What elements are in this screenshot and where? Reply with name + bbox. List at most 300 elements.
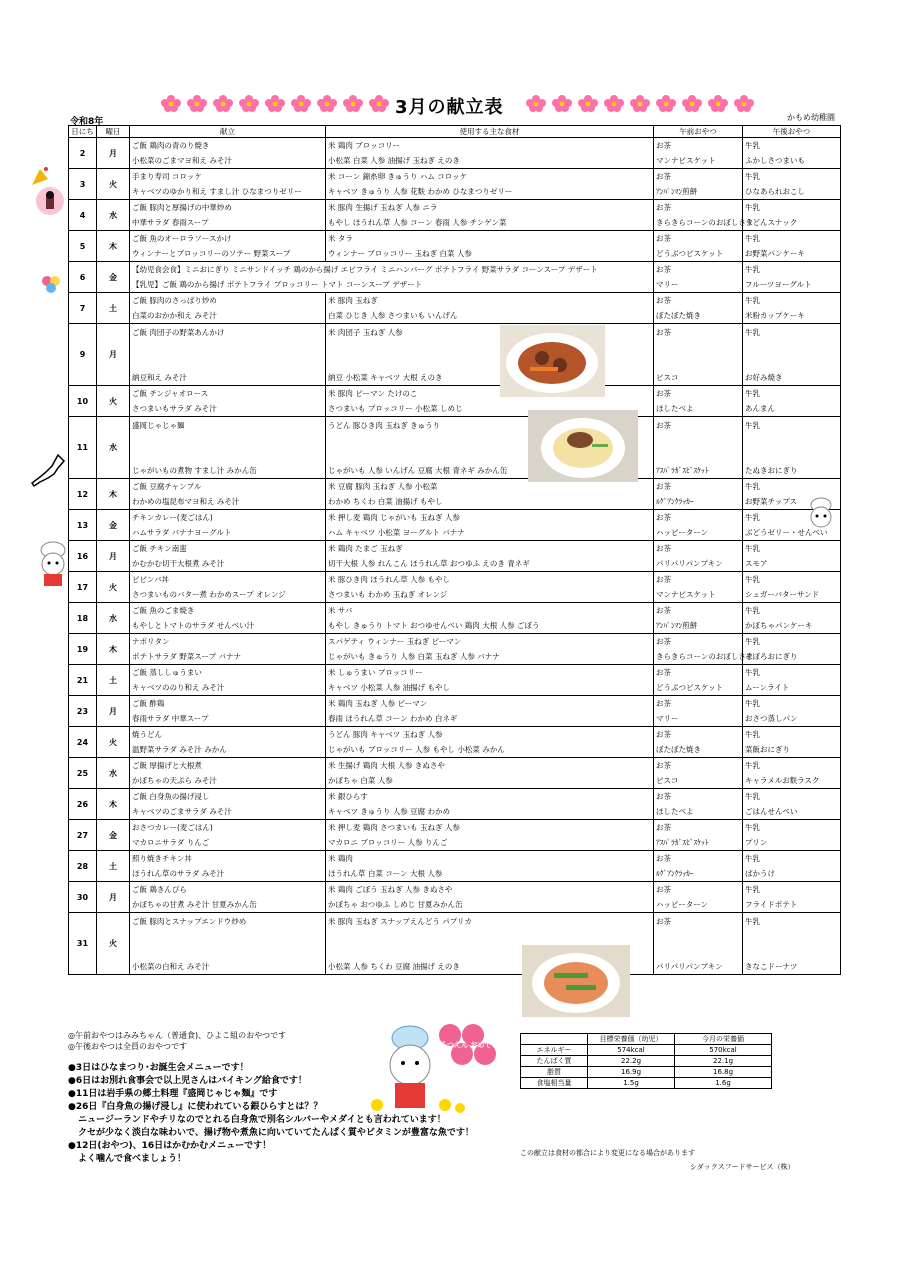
ingredients-cell — [326, 820, 654, 851]
pm-snack-cell-line: お野菜パンケーキ — [745, 249, 805, 258]
am-snack-cell — [654, 262, 743, 293]
pm-snack-cell — [743, 758, 841, 789]
ingredients-cell-line: 米 鶏肉 ブロッコリー — [328, 141, 401, 150]
menu-cell-line: ご飯 蒸ししゅうまい — [132, 668, 202, 677]
pm-snack-cell — [743, 200, 841, 231]
ingredients-cell-line: かぼちゃ おつゆふ しめじ 甘夏みかん缶 — [328, 900, 463, 909]
am-snack-cell-line: パリパリパンプキン — [656, 961, 723, 971]
date-cell: 11 — [69, 417, 97, 479]
ingredients-cell-line: もやし ほうれん草 人参 コーン 春雨 人参 チンゲン菜 — [328, 218, 507, 227]
menu-row — [69, 913, 841, 975]
nutrition-cell: 16.8g — [675, 1067, 772, 1078]
nutrition-cell: 16.9g — [588, 1067, 675, 1078]
am-snack-cell-line: お茶 — [656, 296, 671, 305]
date-cell: 5 — [69, 231, 97, 262]
ingredients-cell-line: 米 タラ — [328, 234, 353, 243]
menu-cell-line: わかめの塩昆布マヨ和え みそ汁 — [132, 497, 240, 506]
am-snack-cell-line: ぼたぼた焼き — [656, 311, 701, 320]
menu-cell-line: キャベツのごまサラダ みそ汁 — [132, 807, 232, 816]
am-snack-cell — [654, 851, 743, 882]
pm-snack-cell — [743, 324, 841, 386]
ingredients-cell-line: ハム キャベツ 小松菜 ヨーグルト バナナ — [328, 528, 465, 537]
am-snack-cell-line: ハッピーターン — [656, 528, 709, 537]
am-snack-cell-line: ｱｽﾊﾟﾗｶﾞｽﾋﾞｽｹｯﾄ — [656, 465, 709, 475]
pm-snack-cell-line: あんまん — [745, 404, 775, 413]
am-snack-cell-line: お茶 — [656, 389, 671, 398]
date-cell: 21 — [69, 665, 97, 696]
note-bullet-5: ニュージーランドやチリなのでとれる白身魚で別名シルバーやメダイとも言われています！ — [78, 1115, 446, 1125]
dow-cell: 木 — [97, 479, 130, 510]
menu-cell-line: 【幼児食会食】ミニおにぎり ミニサンドイッチ 鶏のから揚げ エビフライ ミニハンバーグ ポテトフライ 野菜サラダ コーンスープ デザート — [132, 265, 598, 274]
am-snack-cell — [654, 603, 743, 634]
ingredients-cell-line: さつまいも わかめ 玉ねぎ オレンジ — [328, 590, 448, 599]
menu-cell — [130, 231, 326, 262]
ingredients-cell-line: じゃがいも きゅうり 人参 白菜 玉ねぎ 人参 バナナ — [328, 652, 500, 661]
note-bullet-7: ●12日(おやつ)、16日はかむかむメニューです！ — [68, 1141, 272, 1151]
menu-row — [69, 851, 841, 882]
flower-icon — [603, 95, 625, 111]
menu-cell-line: 手まり寿司 コロッケ — [132, 172, 202, 181]
menu-cell-line: ご飯 白身魚の揚げ浸し — [132, 792, 210, 801]
menu-row — [69, 324, 841, 386]
am-snack-cell-line: お茶 — [656, 420, 671, 430]
pm-snack-cell-line: お野菜チップス — [745, 497, 797, 506]
date-cell: 27 — [69, 820, 97, 851]
am-snack-cell — [654, 510, 743, 541]
date-cell: 17 — [69, 572, 97, 603]
dow-cell: 火 — [97, 727, 130, 758]
menu-cell-line: 盛岡じゃじゃ麺 — [132, 420, 185, 430]
menu-row — [69, 696, 841, 727]
menu-row — [69, 510, 841, 541]
menu-cell-line: かぼちゃの天ぷら みそ汁 — [132, 776, 217, 785]
dow-cell: 土 — [97, 665, 130, 696]
pm-snack-cell-line: 牛乳 — [745, 668, 760, 677]
menu-cell-line: ご飯 魚のごま焼き — [132, 606, 195, 615]
menu-row — [69, 603, 841, 634]
note-bullet-4: ●26日『白身魚の揚げ浸し』に使われている銀ひらすとは？？ — [68, 1102, 323, 1112]
am-snack-cell-line: ぼたぼた焼き — [656, 745, 701, 754]
date-cell: 4 — [69, 200, 97, 231]
mascot-caption: そつえん おめでとう — [440, 1041, 506, 1049]
date-cell: 19 — [69, 634, 97, 665]
dow-cell: 土 — [97, 851, 130, 882]
pm-snack-cell-line: 牛乳 — [745, 172, 760, 181]
am-snack-cell — [654, 882, 743, 913]
date-cell: 12 — [69, 479, 97, 510]
menu-row — [69, 882, 841, 913]
menu-cell — [130, 758, 326, 789]
pm-snack-cell-line: 牛乳 — [745, 265, 760, 274]
ingredients-cell-line: 小松菜 白菜 人参 油揚げ 玉ねぎ えのき — [328, 156, 460, 165]
ingredients-cell-line: 春雨 ほうれん草 コーン わかめ 白ネギ — [328, 714, 458, 723]
pm-snack-cell — [743, 417, 841, 479]
menu-cell-line: ご飯 豚肉と厚揚げの中華炒め — [132, 203, 232, 212]
am-snack-cell-line: ｱﾝﾊﾟﾝﾏﾝ煎餅 — [656, 621, 698, 630]
dow-cell: 水 — [97, 417, 130, 479]
header-am-snack: 午前おやつ — [654, 126, 743, 138]
pm-snack-cell-line: 牛乳 — [745, 544, 760, 553]
ingredients-cell-line: 切干大根 人参 れんこん ほうれん草 おつゆふ えのき 青ネギ — [328, 559, 530, 568]
menu-row — [69, 789, 841, 820]
flower-icon — [264, 95, 286, 111]
note-am-snack: ◎午前おやつはみみちゃん（普通食)、ひよこ組のおやつです — [68, 1031, 287, 1040]
nutrition-cell: 22.2g — [588, 1056, 675, 1067]
menu-cell-line: ご飯 鶏きんぴら — [132, 885, 187, 894]
ingredients-cell-line: 米 豚肉 ピーマン たけのこ — [328, 389, 418, 398]
menu-cell-line: ご飯 豚肉のさっぱり炒め — [132, 296, 217, 305]
pm-snack-cell-line: 牛乳 — [745, 141, 760, 150]
menu-cell — [130, 541, 326, 572]
am-snack-cell-line: マンナビスケット — [656, 156, 716, 165]
am-snack-cell-line: お茶 — [656, 575, 671, 584]
am-snack-cell — [654, 758, 743, 789]
flower-icon — [707, 95, 729, 111]
menu-cell-line: ご飯 厚揚げと大根煮 — [132, 761, 202, 770]
ingredients-cell-line: じゃがいも ブロッコリー 人参 もやし 小松菜 みかん — [328, 745, 505, 754]
menu-cell-line: 中華サラダ 春雨スープ — [132, 218, 209, 227]
am-snack-cell-line: マリー — [656, 714, 679, 723]
ingredients-cell-line: さつまいも ブロッコリー 小松菜 しめじ — [328, 404, 463, 413]
menu-cell — [130, 820, 326, 851]
dow-cell: 水 — [97, 603, 130, 634]
pm-snack-cell-line: おさつ蒸しパン — [745, 714, 798, 723]
ingredients-cell-line: うどん 豚肉 キャベツ 玉ねぎ 人参 — [328, 730, 443, 739]
date-cell: 24 — [69, 727, 97, 758]
ingredients-cell — [326, 169, 654, 200]
ingredients-cell-line: 米 鶏肉 — [328, 854, 353, 863]
ingredients-cell — [326, 510, 654, 541]
ingredients-cell-line: 米 サバ — [328, 606, 353, 615]
am-snack-cell — [654, 169, 743, 200]
nutrition-header-row — [521, 1034, 772, 1045]
date-cell: 26 — [69, 789, 97, 820]
pm-snack-cell-line: キャラメルお麩ラスク — [745, 776, 820, 785]
am-snack-cell — [654, 541, 743, 572]
pm-snack-cell-line: きなこドーナツ — [745, 961, 798, 971]
pm-snack-cell-line: ごはんせんべい — [745, 807, 798, 816]
ingredients-cell-line: 米 鶏肉 たまご 玉ねぎ — [328, 544, 403, 553]
menu-cell-line: かむかむ切干大根煮 みそ汁 — [132, 559, 225, 568]
am-snack-cell — [654, 696, 743, 727]
header-pm-snack: 午後おやつ — [743, 126, 841, 138]
pm-snack-cell-line: 牛乳 — [745, 637, 760, 646]
menu-cell-line: キャベツのゆかり和え すまし汁 ひなまつりゼリー — [132, 187, 302, 196]
menu-cell — [130, 603, 326, 634]
chef-mascot-icon-right — [805, 497, 837, 533]
am-snack-cell — [654, 789, 743, 820]
flower-bouquet-icon — [40, 273, 62, 295]
menu-cell — [130, 169, 326, 200]
menu-cell-line: ご飯 チキン南蛮 — [132, 544, 187, 553]
menu-row — [69, 665, 841, 696]
ingredients-cell — [326, 696, 654, 727]
header-date: 日にち — [69, 126, 97, 138]
pm-snack-cell-line: たぬきおにぎり — [745, 465, 798, 475]
flower-icon — [212, 95, 234, 111]
graduation-mascot-icon — [365, 1020, 515, 1120]
note-bullet-2: ●6日はお別れ食事会で以上児さんはバイキング給食です！ — [68, 1076, 307, 1086]
pm-snack-cell — [743, 231, 841, 262]
am-snack-cell-line: お茶 — [656, 327, 671, 337]
ingredients-cell-line: 米 豚肉 玉ねぎ — [328, 296, 378, 305]
ingredients-cell-line: もやし きゅうり トマト おつゆせんべい 鶏肉 大根 人参 ごぼう — [328, 621, 540, 630]
pm-snack-cell-line: 米粉カップケーキ — [745, 311, 805, 320]
nutrition-table — [520, 1033, 772, 1089]
ingredients-cell — [326, 882, 654, 913]
am-snack-cell — [654, 231, 743, 262]
date-cell: 28 — [69, 851, 97, 882]
ingredients-cell-line: 米 コーン 錦糸卵 きゅうり ハム コロッケ — [328, 172, 468, 181]
nutrition-row — [521, 1078, 772, 1089]
pm-snack-cell — [743, 293, 841, 324]
ingredients-cell-line: うどん 豚ひき肉 玉ねぎ きゅうり — [328, 420, 441, 430]
menu-cell-line: ご飯 豆腐チャンプル — [132, 482, 202, 491]
dow-cell: 月 — [97, 324, 130, 386]
date-cell: 23 — [69, 696, 97, 727]
flower-icon — [551, 95, 573, 111]
ingredients-cell-line: マカロニ ブロッコリー 人参 りんご — [328, 838, 448, 847]
nutrition-cell: 570kcal — [675, 1045, 772, 1056]
am-snack-cell-line: お茶 — [656, 637, 671, 646]
menu-cell-line: 【乳児】ご飯 鶏のから揚げ ポテトフライ ブロッコリー トマト コーンスープ デザート — [132, 280, 423, 289]
am-snack-cell — [654, 665, 743, 696]
am-snack-cell-line: お茶 — [656, 823, 671, 832]
ingredients-cell — [326, 665, 654, 696]
am-snack-cell-line: マリー — [656, 280, 679, 289]
ingredients-cell-line: 米 押し麦 鶏肉 じゃがいも 玉ねぎ 人参 — [328, 513, 460, 522]
ingredients-cell-line: 米 豆腐 豚肉 玉ねぎ 人参 小松菜 — [328, 482, 438, 491]
ingredients-cell — [326, 138, 654, 169]
ingredients-cell-line: 納豆 小松菜 キャベツ 大根 えのき — [328, 372, 443, 382]
date-cell: 18 — [69, 603, 97, 634]
pm-snack-cell-line: フルーツヨーグルト — [745, 280, 812, 289]
am-snack-cell-line: ハッピーターン — [656, 900, 709, 909]
pm-snack-cell — [743, 727, 841, 758]
flower-row-left — [160, 95, 390, 113]
nutrition-cell: 1.6g — [675, 1078, 772, 1089]
ingredients-cell-line: キャベツ 小松菜 人参 油揚げ もやし — [328, 683, 451, 692]
pm-snack-cell — [743, 541, 841, 572]
am-snack-cell — [654, 479, 743, 510]
am-snack-cell — [654, 417, 743, 479]
pm-snack-cell-line: 牛乳 — [745, 234, 760, 243]
note-bullet-6: クセが少なく淡白な味わいで、揚げ物や煮魚に向いていてたんぱく質やビタミンが豊富な魚です！ — [78, 1128, 474, 1138]
pm-snack-cell-line: フライドポテト — [745, 900, 798, 909]
flower-icon — [629, 95, 651, 111]
menu-cell-line: 照り焼きチキン丼 — [132, 854, 192, 863]
am-snack-cell-line: お茶 — [656, 792, 671, 801]
ingredients-cell — [326, 293, 654, 324]
flower-icon — [160, 95, 182, 111]
am-snack-cell-line: ほしたべよ — [656, 807, 694, 816]
ingredients-cell — [326, 727, 654, 758]
menu-cell-line: ご飯 酢鶏 — [132, 699, 165, 708]
menu-row — [69, 138, 841, 169]
menu-row — [69, 262, 841, 293]
pm-snack-cell-line: お好み焼き — [745, 372, 783, 382]
flower-row-right — [525, 95, 755, 113]
am-snack-cell-line: お茶 — [656, 668, 671, 677]
date-cell: 2 — [69, 138, 97, 169]
pm-snack-cell-line: 牛乳 — [745, 699, 760, 708]
am-snack-cell-line: ビスコ — [656, 776, 679, 785]
menu-cell-line: ご飯 肉団子の野菜あんかけ — [132, 327, 225, 337]
am-snack-cell-line: お茶 — [656, 854, 671, 863]
chef-mascot-icon-left — [35, 540, 71, 590]
header-dow: 曜日 — [97, 126, 130, 138]
menu-cell-line: もやしとトマトのサラダ せんべい汁 — [132, 621, 255, 630]
am-snack-cell — [654, 820, 743, 851]
date-cell: 10 — [69, 386, 97, 417]
header-ingredients: 使用する主な食材 — [326, 126, 654, 138]
pm-snack-cell — [743, 913, 841, 975]
menu-row — [69, 541, 841, 572]
pm-snack-cell-line: 牛乳 — [745, 854, 760, 863]
dow-cell: 木 — [97, 789, 130, 820]
pm-snack-cell-line: ぶどうゼリー・せんべい — [745, 528, 828, 537]
am-snack-cell-line: パリパリパンプキン — [656, 559, 723, 568]
am-snack-cell-line: ビスコ — [656, 372, 679, 382]
menu-cell-line: 納豆和え みそ汁 — [132, 372, 187, 382]
pm-snack-cell-line: 菜飯おにぎり — [745, 745, 790, 754]
pm-snack-cell — [743, 603, 841, 634]
flower-icon — [733, 95, 755, 111]
pm-snack-cell-line: 牛乳 — [745, 730, 760, 739]
pm-snack-cell-line: ひなあられおこし — [745, 187, 805, 196]
flower-icon — [681, 95, 703, 111]
date-cell: 9 — [69, 324, 97, 386]
pm-snack-cell-line: 牛乳 — [745, 916, 760, 926]
pm-snack-cell-line: 牛乳 — [745, 296, 760, 305]
change-note: この献立は食材の都合により変更になる場合があります — [520, 1149, 695, 1157]
menu-cell-line: マカロニサラダ りんご — [132, 838, 210, 847]
ingredients-cell-line: 米 しゅうまい ブロッコリー — [328, 668, 423, 677]
pm-snack-cell — [743, 634, 841, 665]
menu-cell — [130, 386, 326, 417]
pm-snack-cell — [743, 386, 841, 417]
menu-cell-line: 春雨サラダ 中華スープ — [132, 714, 209, 723]
menu-cell-line: ご飯 チンジャオロース — [132, 389, 209, 398]
ingredients-cell — [326, 479, 654, 510]
ingredients-cell-line: 米 鶏肉 玉ねぎ 人参 ピーマン — [328, 699, 428, 708]
nutrition-cell: 食塩相当量 — [521, 1078, 588, 1089]
am-snack-cell-line: ﾙｸﾞｱﾝｸﾗｯｶｰ — [656, 497, 694, 506]
dow-cell: 土 — [97, 293, 130, 324]
pm-snack-cell — [743, 882, 841, 913]
note-bullet-3: ●11日は岩手県の郷土料理『盛岡じゃじゃ麺』です — [68, 1089, 278, 1099]
ingredients-cell-line: じゃがいも 人参 いんげん 豆腐 大根 青ネギ みかん缶 — [328, 465, 508, 475]
date-cell: 31 — [69, 913, 97, 975]
menu-cell-line: 白菜のおかか和え みそ汁 — [132, 311, 217, 320]
menu-table — [68, 125, 841, 975]
menu-cell — [130, 665, 326, 696]
am-snack-cell — [654, 293, 743, 324]
am-snack-cell-line: きらきらコーンのおぼしさま — [656, 218, 754, 227]
dow-cell: 火 — [97, 386, 130, 417]
menu-cell-line: キャベツののり和え みそ汁 — [132, 683, 225, 692]
date-cell: 30 — [69, 882, 97, 913]
dow-cell: 火 — [97, 169, 130, 200]
am-snack-cell-line: ﾙｸﾞｱﾝｸﾗｯｶｰ — [656, 869, 694, 878]
am-snack-cell-line: マンナビスケット — [656, 590, 716, 599]
am-snack-cell-line: お茶 — [656, 203, 671, 212]
pm-snack-cell-line: 牛乳 — [745, 513, 760, 522]
menu-row — [69, 820, 841, 851]
ingredients-cell-line: 米 生揚げ 鶏肉 大根 人参 きぬさや — [328, 761, 445, 770]
menu-cell-line: ご飯 鶏肉の青のり焼き — [132, 141, 210, 150]
menu-row — [69, 231, 841, 262]
menu-cell — [130, 479, 326, 510]
menu-cell — [130, 324, 326, 386]
am-snack-cell — [654, 386, 743, 417]
am-snack-cell — [654, 572, 743, 603]
menu-cell — [130, 572, 326, 603]
ingredients-cell-line: スパゲティ ウィンナー 玉ねぎ ピーマン — [328, 637, 462, 646]
dow-cell: 金 — [97, 510, 130, 541]
food-photo-jajamen — [528, 410, 638, 482]
menu-cell-line: じゃがいもの煮物 すまし汁 みかん缶 — [132, 465, 257, 475]
pm-snack-cell-line: かぼちゃパンケーキ — [745, 621, 813, 630]
am-snack-cell-line: お茶 — [656, 916, 671, 926]
am-snack-cell — [654, 727, 743, 758]
pm-snack-cell-line: 牛乳 — [745, 389, 760, 398]
date-cell: 25 — [69, 758, 97, 789]
menu-cell — [130, 789, 326, 820]
menu-cell — [130, 262, 654, 293]
menu-cell — [130, 727, 326, 758]
menu-row — [69, 479, 841, 510]
pm-snack-cell-line: そぼろおにぎり — [745, 652, 798, 661]
menu-cell — [130, 138, 326, 169]
pm-snack-cell — [743, 665, 841, 696]
dow-cell: 火 — [97, 572, 130, 603]
am-snack-cell-line: お茶 — [656, 885, 671, 894]
ingredients-cell — [326, 541, 654, 572]
school-name: かもめ幼稚園 — [787, 113, 835, 122]
nutrition-row — [521, 1056, 772, 1067]
pm-snack-cell — [743, 572, 841, 603]
menu-row — [69, 169, 841, 200]
menu-row — [69, 386, 841, 417]
nutrition-header — [521, 1034, 588, 1045]
am-snack-cell-line: お茶 — [656, 482, 671, 491]
menu-row — [69, 758, 841, 789]
ingredients-cell — [326, 603, 654, 634]
ingredients-cell — [326, 231, 654, 262]
pm-snack-cell-line: 牛乳 — [745, 482, 760, 491]
menu-cell-line: ほうれん草のサラダ みそ汁 — [132, 869, 225, 878]
menu-cell-line: さつまいもサラダ みそ汁 — [132, 404, 217, 413]
am-snack-cell-line: きらきらコーンのおぼしさま — [656, 652, 754, 661]
ingredients-cell-line: キャベツ きゅうり 人参 花麩 わかめ ひなまつりゼリー — [328, 187, 513, 196]
pm-snack-cell-line: 牛乳 — [745, 420, 760, 430]
pm-snack-cell — [743, 169, 841, 200]
am-snack-cell-line: お茶 — [656, 730, 671, 739]
table-header-row — [69, 126, 841, 138]
ingredients-cell-line: ウィンナー ブロッコリー 玉ねぎ 白菜 人参 — [328, 249, 472, 258]
menu-cell-line: ナポリタン — [132, 637, 170, 646]
am-snack-cell-line: どうぶつビスケット — [656, 249, 724, 258]
menu-cell-line: かぼちゃの甘煮 みそ汁 甘夏みかん缶 — [132, 900, 257, 909]
nutrition-row — [521, 1045, 772, 1056]
pm-snack-cell-line: プリン — [745, 838, 768, 847]
pm-snack-cell-line: 牛乳 — [745, 885, 760, 894]
menu-cell — [130, 200, 326, 231]
dow-cell: 金 — [97, 262, 130, 293]
dow-cell: 月 — [97, 541, 130, 572]
pm-snack-cell-line: シュガーバターサンド — [745, 590, 820, 599]
